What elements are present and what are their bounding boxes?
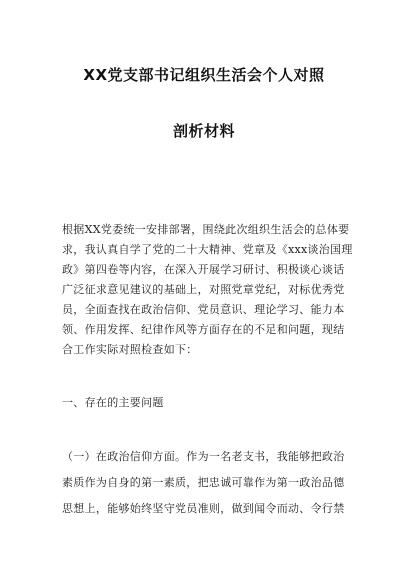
intro-line: 合工作实际对照检查如下： — [62, 343, 198, 356]
intro-line: 求，我认真自学了党的二十大精神、党章及《xxx谈治国理 — [62, 243, 353, 256]
section-heading: 一、存在的主要问题 — [62, 396, 164, 409]
section-paragraph-line: 素质作为自身的第一素质，把忠诚可靠作为第一政治品德 — [62, 476, 345, 489]
document-title-line-1: XX党支部书记组织生活会个人对照 — [83, 66, 325, 84]
section-paragraph-line: 思想上，能够始终坚守党员准则，做到闻令而动、令行禁 — [62, 502, 345, 515]
document-title-line-2: 剖析材料 — [172, 122, 235, 140]
intro-line: 广泛征求意见建议的基础上，对照党章党纪，对标优秀党 — [62, 283, 345, 296]
intro-line: 领、作用发挥、纪律作风等方面存在的不足和问题，现结 — [62, 323, 345, 336]
intro-line: 政》第四卷等内容，在深入开展学习研讨、积极谈心谈话 — [62, 263, 345, 276]
intro-line: 员，全面查找在政治信仰、党员意识、理论学习、能力本 — [62, 303, 345, 316]
intro-line: 根据XX党委统一安排部署，围绕此次组织生活会的总体要 — [62, 223, 350, 236]
section-paragraph-line: （一）在政治信仰方面。作为一名老支书，我能够把政治 — [62, 450, 345, 463]
